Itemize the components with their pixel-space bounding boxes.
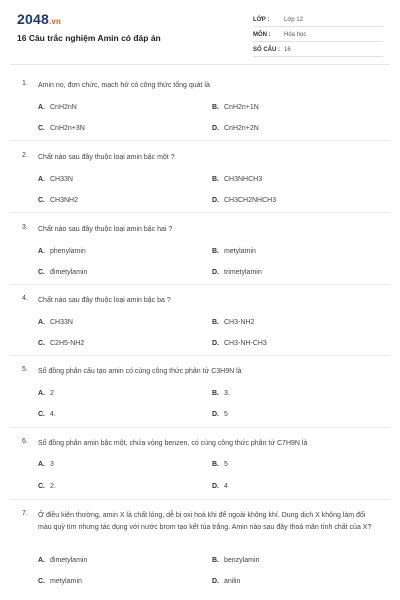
option-text: benzylamin bbox=[224, 557, 260, 564]
option-letter: B. bbox=[212, 248, 219, 255]
option-letter: B. bbox=[212, 557, 219, 564]
option-text: metylamin bbox=[50, 578, 82, 585]
option-b[interactable] bbox=[212, 319, 254, 326]
option-letter: A. bbox=[38, 248, 45, 255]
option-text: CH3NH2 bbox=[50, 197, 79, 204]
option-letter: C. bbox=[38, 411, 45, 418]
option-text: metylamin bbox=[224, 248, 256, 255]
option-a[interactable] bbox=[38, 557, 87, 564]
question-divider bbox=[10, 284, 390, 285]
option-letter: A. bbox=[38, 319, 45, 326]
question-divider bbox=[10, 140, 390, 141]
option-b[interactable] bbox=[212, 248, 256, 255]
option-text: 4 bbox=[224, 483, 228, 490]
option-letter: C. bbox=[38, 578, 45, 585]
question-divider bbox=[10, 427, 390, 428]
option-text: CnH2n+1N bbox=[224, 104, 259, 111]
meta-value: Hóa học bbox=[284, 32, 307, 38]
logo-main: 2048 bbox=[17, 11, 49, 27]
question-divider bbox=[10, 355, 390, 356]
option-b[interactable] bbox=[212, 390, 230, 397]
option-letter: A. bbox=[38, 104, 45, 111]
option-c[interactable] bbox=[38, 411, 56, 418]
question-text: Chất nào sau đây thuộc loại amin bậc ba ? bbox=[38, 297, 171, 304]
meta-class bbox=[253, 14, 383, 27]
question-number: 3. bbox=[22, 224, 28, 231]
meta-subject bbox=[253, 29, 383, 42]
option-d[interactable] bbox=[212, 125, 259, 132]
meta-value: Lớp 12 bbox=[284, 17, 303, 23]
meta-value: 16 bbox=[284, 47, 291, 53]
question-number: 5. bbox=[22, 366, 28, 373]
option-c[interactable] bbox=[38, 125, 85, 132]
question-divider bbox=[10, 212, 390, 213]
option-a[interactable] bbox=[38, 461, 54, 468]
option-text: phenylamin bbox=[50, 248, 86, 255]
option-letter: C. bbox=[38, 483, 45, 490]
option-b[interactable] bbox=[212, 176, 262, 183]
option-text: CH3CH2NHCH3 bbox=[224, 197, 277, 204]
option-text: 3 bbox=[50, 461, 54, 468]
option-letter: A. bbox=[38, 557, 45, 564]
meta-question-count bbox=[253, 44, 383, 57]
option-a[interactable] bbox=[38, 104, 77, 111]
option-d[interactable] bbox=[212, 197, 276, 204]
question-text: Số đồng phân cấu tạo amin có cùng công thức phân tử C3H9N là bbox=[38, 368, 242, 375]
option-letter: D. bbox=[212, 578, 219, 585]
option-d[interactable] bbox=[212, 578, 240, 585]
option-letter: B. bbox=[212, 390, 219, 397]
option-d[interactable] bbox=[212, 269, 262, 276]
option-letter: A. bbox=[38, 176, 45, 183]
option-text: CnH2n+3N bbox=[50, 125, 85, 132]
option-letter: B. bbox=[212, 319, 219, 326]
option-c[interactable] bbox=[38, 578, 82, 585]
option-text: CnH2n+2N bbox=[224, 125, 259, 132]
meta-label: SỐ CÂU : bbox=[253, 47, 280, 53]
option-c[interactable] bbox=[38, 340, 84, 347]
question-text: Chất nào sau đây thuộc loại amin bậc hai ? bbox=[38, 226, 173, 233]
option-a[interactable] bbox=[38, 176, 73, 183]
question-number: 2. bbox=[22, 152, 28, 159]
option-text: đimetylamin bbox=[50, 269, 88, 276]
option-letter: B. bbox=[212, 176, 219, 183]
option-letter: A. bbox=[38, 390, 45, 397]
option-d[interactable] bbox=[212, 340, 267, 347]
option-text: C2H5-NH2 bbox=[50, 340, 85, 347]
option-letter: C. bbox=[38, 340, 45, 347]
option-d[interactable] bbox=[212, 483, 228, 490]
option-letter: B. bbox=[212, 104, 219, 111]
question-text: Chất nào sau đây thuộc loại amin bậc một ? bbox=[38, 154, 175, 161]
question-text: Amin no, đơn chức, mạch hở có công thức tổng quát là bbox=[38, 82, 210, 89]
option-text: 3. bbox=[224, 390, 230, 397]
option-text: đimetylamin bbox=[50, 557, 88, 564]
option-a[interactable] bbox=[38, 248, 86, 255]
option-text: 5 bbox=[224, 461, 228, 468]
option-b[interactable] bbox=[212, 104, 259, 111]
option-text: 2. bbox=[50, 483, 56, 490]
option-letter: A. bbox=[38, 461, 45, 468]
option-a[interactable] bbox=[38, 390, 54, 397]
meta-label: MÔN : bbox=[253, 32, 271, 38]
option-text: anilin bbox=[224, 578, 241, 585]
option-text: 4. bbox=[50, 411, 56, 418]
option-text: 2 bbox=[50, 390, 54, 397]
option-c[interactable] bbox=[38, 483, 56, 490]
option-text: CH33N bbox=[50, 176, 73, 183]
question-text: Ở điều kiện thường, amin X là chất lỏng, dễ bị oxi hoá khi để ngoài không khí. Dung dịch X không làm đổi màu quỳ tím nhưng tác dụng với nước brom tạo kết tủa trắng. Amin nào sau đây thoả mãn tính chất của X? bbox=[38, 512, 372, 531]
option-letter: D. bbox=[212, 269, 219, 276]
question-number: 4. bbox=[22, 295, 28, 302]
option-c[interactable] bbox=[38, 269, 87, 276]
question-number: 7. bbox=[22, 510, 28, 517]
option-text: CH3NHCH3 bbox=[224, 176, 263, 183]
question-text: Số đồng phân amin bậc một, chứa vòng benzen, có cùng công thức phân tử C7H9N là bbox=[38, 440, 308, 447]
meta-label: LỚP : bbox=[253, 17, 270, 23]
header-divider bbox=[10, 64, 390, 65]
option-text: CnH2nN bbox=[50, 104, 77, 111]
option-text: CH33N bbox=[50, 319, 73, 326]
option-b[interactable] bbox=[212, 461, 228, 468]
option-text: CH3-NH-CH3 bbox=[224, 340, 267, 347]
option-letter: D. bbox=[212, 340, 219, 347]
document-header bbox=[0, 0, 400, 78]
question-number: 6. bbox=[22, 438, 28, 445]
page-title: 16 Câu trắc nghiệm Amin có đáp án bbox=[17, 33, 161, 43]
option-letter: D. bbox=[212, 483, 219, 490]
option-text: trimetylamin bbox=[224, 269, 262, 276]
option-b[interactable] bbox=[212, 557, 259, 564]
site-logo[interactable] bbox=[17, 11, 61, 27]
option-letter: D. bbox=[212, 125, 219, 132]
option-letter: C. bbox=[38, 197, 45, 204]
option-text: CH3-NH2 bbox=[224, 319, 255, 326]
option-letter: C. bbox=[38, 125, 45, 132]
option-letter: D. bbox=[212, 411, 219, 418]
option-text: 5 bbox=[224, 411, 228, 418]
option-letter: D. bbox=[212, 197, 219, 204]
question-divider bbox=[10, 499, 390, 500]
option-a[interactable] bbox=[38, 319, 73, 326]
question-number: 1. bbox=[22, 80, 28, 87]
option-letter: C. bbox=[38, 269, 45, 276]
option-d[interactable] bbox=[212, 411, 228, 418]
option-letter: B. bbox=[212, 461, 219, 468]
option-c[interactable] bbox=[38, 197, 78, 204]
logo-suffix: .vn bbox=[48, 17, 62, 26]
